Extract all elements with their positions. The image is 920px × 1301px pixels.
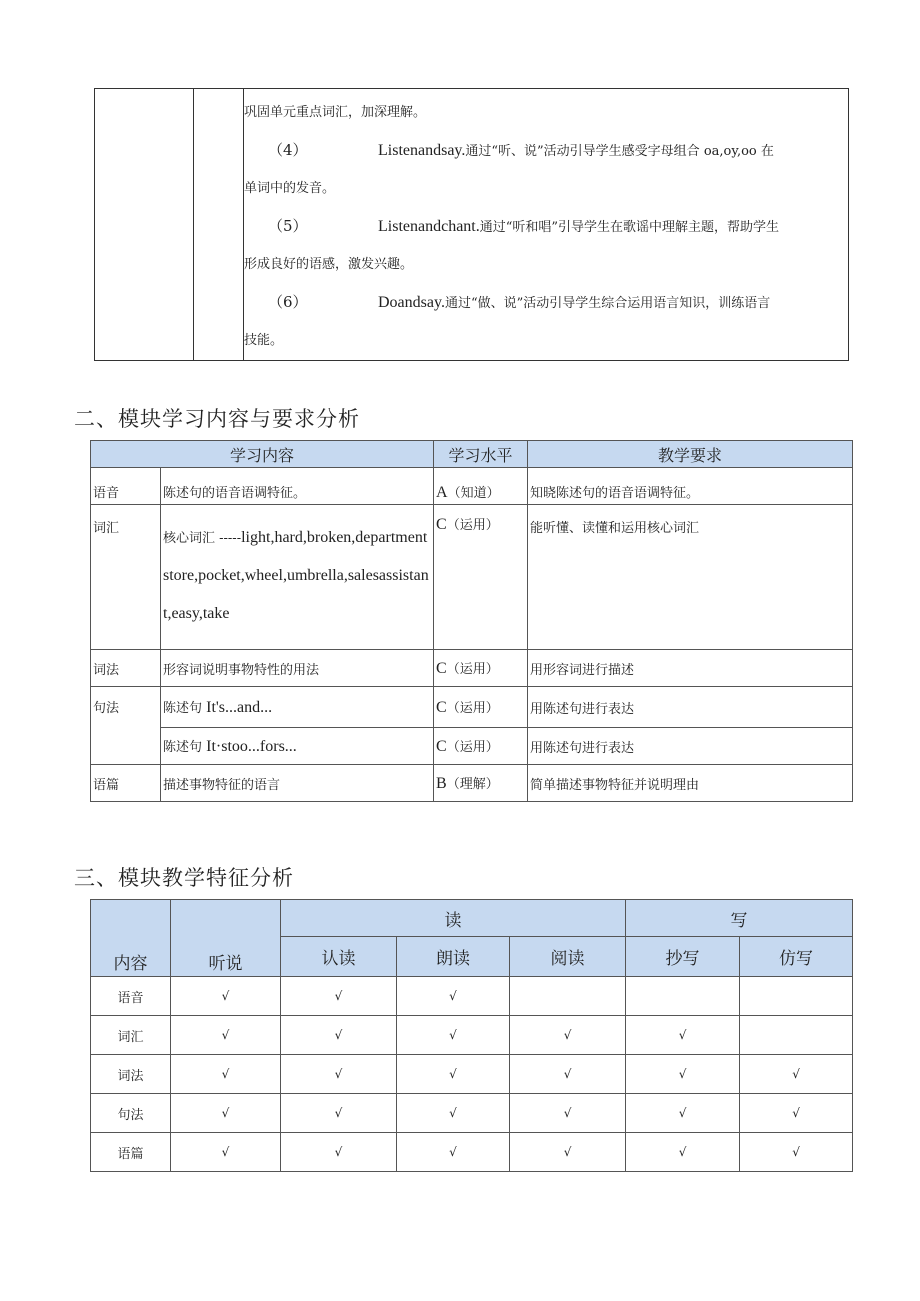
table-row bbox=[91, 650, 853, 687]
level-cell: C（运用） bbox=[434, 687, 528, 728]
check-mark: √ bbox=[740, 1094, 853, 1133]
level-cell: C（运用） bbox=[434, 650, 528, 687]
check-mark: √ bbox=[740, 1055, 853, 1094]
content-cell: 陈述句的语音语调特征。 bbox=[161, 468, 434, 505]
header-recognize-read: 认读 bbox=[281, 937, 397, 977]
table-row bbox=[91, 468, 853, 505]
activity-name: Doandsay. bbox=[378, 293, 445, 311]
table-row bbox=[91, 1055, 853, 1094]
header-listen-speak: 听说 bbox=[171, 900, 281, 977]
header-copy-write: 抄写 bbox=[626, 937, 740, 977]
text-line: 单词中的发音。 bbox=[244, 181, 336, 196]
text-line: 巩固单元重点词汇，加深理解。 bbox=[244, 105, 427, 120]
level-cell: A（知道） bbox=[434, 468, 528, 505]
activity-desc: 通过“听、说”活动引导学生感受字母组合 oa,oy,oo 在 bbox=[465, 143, 774, 159]
teaching-features-table bbox=[90, 899, 853, 1172]
activity-description-cell bbox=[244, 89, 849, 361]
content-cell: 核心词汇 -----light,hard,broken,departmentstore,pocket,wheel,umbrella,salesassistant,easy,take bbox=[161, 505, 434, 650]
check-mark: √ bbox=[626, 1055, 740, 1094]
content-requirements-table bbox=[90, 440, 853, 802]
check-mark: √ bbox=[171, 1094, 281, 1133]
content-cell: 陈述句 It's...and... bbox=[161, 687, 434, 728]
table-row bbox=[91, 977, 853, 1016]
check-mark bbox=[510, 977, 626, 1016]
content-cell: 描述事物特征的语言 bbox=[161, 765, 434, 802]
activity-name: Listenandsay. bbox=[378, 141, 466, 159]
check-mark: √ bbox=[397, 977, 510, 1016]
check-mark: √ bbox=[510, 1055, 626, 1094]
check-mark: √ bbox=[626, 1016, 740, 1055]
check-mark: √ bbox=[510, 1133, 626, 1172]
header-read-aloud: 朗读 bbox=[397, 937, 510, 977]
category-cell: 语篇 bbox=[91, 765, 161, 802]
table-row bbox=[91, 1094, 853, 1133]
header-imitate-write: 仿写 bbox=[740, 937, 853, 977]
header-teaching-requirement: 教学要求 bbox=[528, 441, 853, 468]
check-mark: √ bbox=[740, 1133, 853, 1172]
header-learning-level: 学习水平 bbox=[434, 441, 528, 468]
category-cell: 词法 bbox=[91, 650, 161, 687]
activity-item-4 bbox=[244, 132, 848, 171]
check-mark: √ bbox=[281, 1055, 397, 1094]
item-number: （6） bbox=[268, 292, 308, 311]
check-mark: √ bbox=[510, 1016, 626, 1055]
text-line: 技能。 bbox=[244, 333, 284, 348]
activity-item-5 bbox=[244, 208, 848, 247]
level-cell: B（理解） bbox=[434, 765, 528, 802]
requirement-cell: 能听懂、读懂和运用核心词汇 bbox=[528, 505, 853, 650]
table-row bbox=[91, 1133, 853, 1172]
empty-cell bbox=[95, 89, 194, 361]
content-cell: 形容词说明事物特性的用法 bbox=[161, 650, 434, 687]
header-group-read: 读 bbox=[281, 900, 626, 937]
check-mark: √ bbox=[281, 977, 397, 1016]
row-label: 句法 bbox=[91, 1094, 171, 1133]
activity-item-6 bbox=[244, 284, 848, 323]
category-cell: 语音 bbox=[91, 468, 161, 505]
requirement-cell: 知晓陈述句的语音语调特征。 bbox=[528, 468, 853, 505]
check-mark: √ bbox=[397, 1055, 510, 1094]
item-number: （5） bbox=[268, 216, 308, 235]
row-label: 语篇 bbox=[91, 1133, 171, 1172]
check-mark bbox=[740, 1016, 853, 1055]
category-cell: 句法 bbox=[91, 687, 161, 765]
header-learning-content: 学习内容 bbox=[91, 441, 434, 468]
table-row bbox=[91, 728, 853, 765]
check-mark: √ bbox=[171, 1016, 281, 1055]
check-mark: √ bbox=[626, 1094, 740, 1133]
category-cell: 词汇 bbox=[91, 505, 161, 650]
item-number: （4） bbox=[268, 140, 308, 159]
check-mark: √ bbox=[171, 1055, 281, 1094]
check-mark: √ bbox=[397, 1094, 510, 1133]
check-mark: √ bbox=[171, 1133, 281, 1172]
level-cell: C（运用） bbox=[434, 505, 528, 650]
empty-cell bbox=[194, 89, 244, 361]
table-row bbox=[91, 505, 853, 650]
check-mark: √ bbox=[281, 1133, 397, 1172]
header-group-write: 写 bbox=[626, 900, 853, 937]
activity-name: Listenandchant. bbox=[378, 217, 480, 235]
table-row bbox=[91, 765, 853, 802]
check-mark: √ bbox=[397, 1133, 510, 1172]
row-label: 词法 bbox=[91, 1055, 171, 1094]
section2-heading: 二、模块学习内容与要求分析 bbox=[74, 407, 360, 431]
check-mark bbox=[626, 977, 740, 1016]
activity-desc: 通过“听和唱”引导学生在歌谣中理解主题，帮助学生 bbox=[479, 219, 780, 235]
check-mark: √ bbox=[281, 1094, 397, 1133]
check-mark bbox=[740, 977, 853, 1016]
content-cell: 陈述句 It·stoo...fors... bbox=[161, 728, 434, 765]
text-line: 形成良好的语感，激发兴趣。 bbox=[244, 257, 414, 272]
requirement-cell: 用陈述句进行表达 bbox=[528, 687, 853, 728]
activity-desc: 通过“做、说”活动引导学生综合运用语言知识，训练语言 bbox=[444, 295, 771, 311]
table-row bbox=[91, 687, 853, 728]
row-label: 语音 bbox=[91, 977, 171, 1016]
check-mark: √ bbox=[397, 1016, 510, 1055]
check-mark: √ bbox=[626, 1133, 740, 1172]
activity-table-continuation bbox=[94, 88, 849, 361]
level-cell: C（运用） bbox=[434, 728, 528, 765]
requirement-cell: 用形容词进行描述 bbox=[528, 650, 853, 687]
check-mark: √ bbox=[281, 1016, 397, 1055]
requirement-cell: 简单描述事物特征并说明理由 bbox=[528, 765, 853, 802]
check-mark: √ bbox=[171, 977, 281, 1016]
table-row bbox=[91, 1016, 853, 1055]
row-label: 词汇 bbox=[91, 1016, 171, 1055]
header-content: 内容 bbox=[91, 900, 171, 977]
section3-heading: 三、模块教学特征分析 bbox=[74, 866, 294, 890]
check-mark: √ bbox=[510, 1094, 626, 1133]
header-reading: 阅读 bbox=[510, 937, 626, 977]
requirement-cell: 用陈述句进行表达 bbox=[528, 728, 853, 765]
